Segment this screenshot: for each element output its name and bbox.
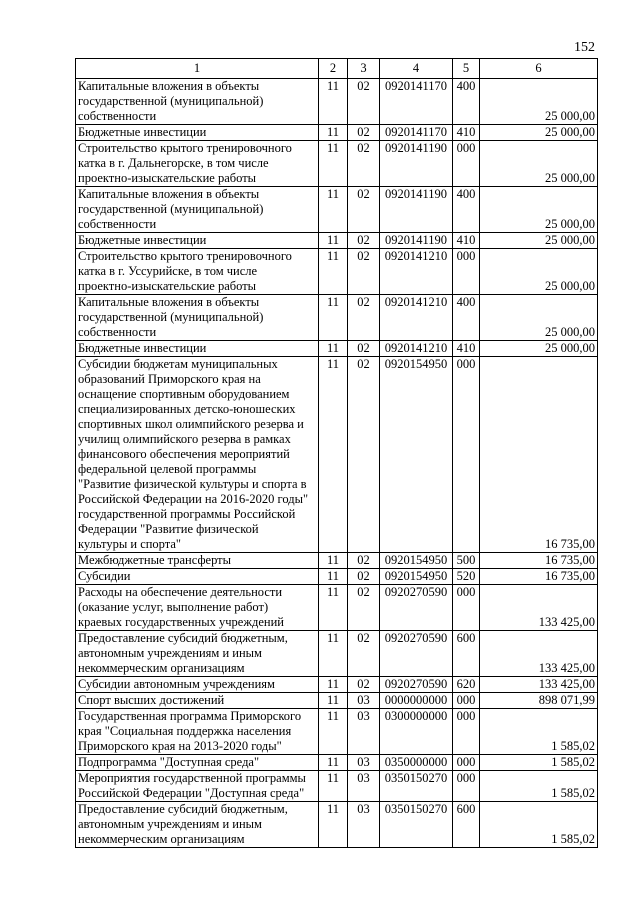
subsection-code-cell [348,341,380,357]
item-name: Предоставление субсидий бюджетным, автономным учреждениям и иным некоммерческим организациям [78,802,288,846]
section-code: 11 [326,553,340,567]
item-name: Капитальные вложения в объекты государственной (муниципальной) собственности [78,187,264,231]
item-name-cell [76,677,319,693]
expense-type-code: 400 [456,295,476,309]
amount: 25 000,00 [545,171,595,185]
target-article-code-cell [380,677,453,693]
item-name-cell [76,125,319,141]
table-row [76,631,598,677]
section-code: 11 [326,295,340,309]
target-article-code: 0300000000 [384,709,448,723]
section-code-cell [319,677,348,693]
expense-type-code: 000 [456,357,476,371]
item-name-cell [76,233,319,249]
target-article-code-cell [380,249,453,295]
section-code-cell [319,141,348,187]
subsection-code: 02 [357,357,370,371]
amount: 25 000,00 [545,109,595,123]
section-code-cell [319,802,348,848]
subsection-code: 02 [357,79,370,93]
amount: 25 000,00 [545,279,595,293]
table-row [76,141,598,187]
target-article-code: 0920270590 [384,677,448,691]
target-article-code-cell [380,709,453,755]
subsection-code: 02 [357,125,370,139]
item-name: Капитальные вложения в объекты государственной (муниципальной) собственности [78,79,264,123]
item-name-cell [76,141,319,187]
section-code-cell [319,357,348,553]
item-name: Субсидии [78,569,131,583]
subsection-code-cell [348,357,380,553]
table-row [76,249,598,295]
subsection-code-cell [348,553,380,569]
header-col-1: 1 [76,59,319,79]
amount: 1 585,02 [551,786,595,800]
subsection-code-cell [348,125,380,141]
amount: 25 000,00 [545,233,595,247]
subsection-code-cell [348,249,380,295]
expense-type-code: 000 [456,709,476,723]
item-name-cell [76,341,319,357]
item-name-cell [76,802,319,848]
expense-type-code-cell [453,79,480,125]
item-name-cell [76,771,319,802]
amount: 133 425,00 [538,677,595,691]
subsection-code: 02 [357,187,370,201]
target-article-code-cell [380,141,453,187]
subsection-code: 03 [357,709,370,723]
section-code: 11 [326,802,340,816]
table-row [76,802,598,848]
amount: 1 585,02 [551,755,595,769]
subsection-code: 02 [357,249,370,263]
amount: 25 000,00 [545,125,595,139]
expense-type-code: 600 [456,631,476,645]
expense-type-code-cell [453,677,480,693]
section-code: 11 [326,125,340,139]
expense-type-code-cell [453,569,480,585]
target-article-code: 0920141210 [384,341,448,355]
subsection-code: 03 [357,802,370,816]
amount: 1 585,02 [551,832,595,846]
target-article-code: 0350150270 [384,771,448,785]
expense-type-code: 000 [456,771,476,785]
subsection-code-cell [348,295,380,341]
subsection-code-cell [348,709,380,755]
section-code: 11 [326,693,340,707]
expense-type-code-cell [453,141,480,187]
amount-cell [480,141,598,187]
item-name: Строительство крытого тренировочного катка в г. Дальнегорске, в том числе проектно-изыскательские работы [78,141,292,185]
item-name-cell [76,357,319,553]
subsection-code: 02 [357,341,370,355]
subsection-code: 02 [357,295,370,309]
subsection-code: 02 [357,569,370,583]
expense-type-code: 520 [456,569,476,583]
amount-cell [480,233,598,249]
item-name-cell [76,709,319,755]
expense-type-code: 000 [456,249,476,263]
subsection-code: 02 [357,553,370,567]
item-name: Бюджетные инвестиции [78,341,207,355]
section-code-cell [319,295,348,341]
section-code-cell [319,709,348,755]
amount-cell [480,295,598,341]
table-row [76,693,598,709]
section-code: 11 [326,677,340,691]
target-article-code: 0920141190 [384,233,448,247]
amount: 133 425,00 [538,661,595,675]
amount-cell [480,187,598,233]
expense-type-code-cell [453,553,480,569]
section-code: 11 [326,585,340,599]
subsection-code-cell [348,631,380,677]
expense-type-code-cell [453,709,480,755]
section-code: 11 [326,569,340,583]
subsection-code-cell [348,79,380,125]
header-col-6: 6 [480,59,598,79]
item-name: Бюджетные инвестиции [78,125,207,139]
section-code-cell [319,341,348,357]
amount: 1 585,02 [551,739,595,753]
amount-cell [480,553,598,569]
section-code-cell [319,585,348,631]
expense-type-code: 620 [456,677,476,691]
expense-type-code: 400 [456,187,476,201]
item-name: Капитальные вложения в объекты государственной (муниципальной) собственности [78,295,264,339]
subsection-code: 03 [357,693,370,707]
table-header [76,59,598,79]
section-code: 11 [326,187,340,201]
item-name-cell [76,755,319,771]
expense-type-code: 410 [456,125,476,139]
subsection-code-cell [348,693,380,709]
amount-cell [480,341,598,357]
amount-cell [480,125,598,141]
subsection-code: 02 [357,233,370,247]
expense-type-code: 500 [456,553,476,567]
section-code-cell [319,569,348,585]
target-article-code: 0920270590 [384,631,448,645]
section-code: 11 [326,357,340,371]
subsection-code-cell [348,569,380,585]
expense-type-code: 600 [456,802,476,816]
section-code: 11 [326,249,340,263]
expense-type-code-cell [453,125,480,141]
target-article-code: 0920154950 [384,569,448,583]
subsection-code-cell [348,755,380,771]
amount: 16 735,00 [545,569,595,583]
target-article-code-cell [380,802,453,848]
target-article-code-cell [380,585,453,631]
expense-type-code-cell [453,187,480,233]
target-article-code-cell [380,631,453,677]
subsection-code: 02 [357,677,370,691]
table-row [76,295,598,341]
amount-cell [480,585,598,631]
subsection-code-cell [348,585,380,631]
table-row [76,341,598,357]
expense-type-code-cell [453,585,480,631]
expense-type-code: 400 [456,79,476,93]
amount-cell [480,357,598,553]
amount-cell [480,631,598,677]
amount: 25 000,00 [545,325,595,339]
amount: 898 071,99 [538,693,595,707]
header-col-2: 2 [319,59,348,79]
item-name: Субсидии бюджетам муниципальных образований Приморского края на оснащение спортивным оборудованием специализированных детско-юношеских спортивных школ олимпийского резерва и училищ олимпийского резерва в рамках финансового обеспечения мероприятий федеральной целевой программы "Развитие физической культуры и спорта в Российской Федерации на 2016-2020 годы" государственной программы Российской Федерации "Развитие физической культуры и спорта" [78,357,309,551]
table-row [76,233,598,249]
expense-type-code-cell [453,341,480,357]
expense-type-code: 000 [456,141,476,155]
expense-type-code: 000 [456,585,476,599]
section-code-cell [319,693,348,709]
table-row [76,585,598,631]
section-code: 11 [326,771,340,785]
target-article-code-cell [380,755,453,771]
target-article-code-cell [380,79,453,125]
item-name: Расходы на обеспечение деятельности (оказание услуг, выполнение работ) краевых государственных учреждений [78,585,284,629]
table-row [76,755,598,771]
amount-cell [480,693,598,709]
amount-cell [480,249,598,295]
expense-type-code: 000 [456,693,476,707]
item-name: Мероприятия государственной программы Российской Федерации "Доступная среда" [78,771,306,800]
amount: 16 735,00 [545,537,595,551]
expense-type-code-cell [453,771,480,802]
table-row [76,677,598,693]
section-code: 11 [326,233,340,247]
target-article-code: 0920141170 [384,79,448,93]
item-name-cell [76,631,319,677]
expense-type-code-cell [453,233,480,249]
target-article-code-cell [380,771,453,802]
target-article-code-cell [380,233,453,249]
item-name-cell [76,693,319,709]
amount-cell [480,677,598,693]
section-code-cell [319,187,348,233]
amount-cell [480,709,598,755]
table-row [76,709,598,755]
amount: 25 000,00 [545,217,595,231]
item-name-cell [76,585,319,631]
target-article-code: 0920141190 [384,141,448,155]
section-code: 11 [326,631,340,645]
amount: 133 425,00 [538,615,595,629]
expense-type-code-cell [453,755,480,771]
subsection-code-cell [348,771,380,802]
section-code-cell [319,125,348,141]
section-code-cell [319,631,348,677]
item-name: Строительство крытого тренировочного катка в г. Уссурийске, в том числе проектно-изыскательские работы [78,249,292,293]
item-name-cell [76,249,319,295]
section-code: 11 [326,709,340,723]
header-row [76,59,598,79]
expense-type-code-cell [453,631,480,677]
target-article-code-cell [380,357,453,553]
subsection-code-cell [348,802,380,848]
header-col-3: 3 [348,59,380,79]
expense-type-code-cell [453,249,480,295]
expense-type-code-cell [453,295,480,341]
subsection-code-cell [348,187,380,233]
item-name: Государственная программа Приморского края "Социальная поддержка населения Приморского края на 2013-2020 годы" [78,709,302,753]
amount-cell [480,802,598,848]
expense-type-code-cell [453,693,480,709]
budget-table [75,58,598,848]
section-code-cell [319,249,348,295]
subsection-code: 02 [357,585,370,599]
amount: 25 000,00 [545,341,595,355]
subsection-code: 02 [357,141,370,155]
target-article-code: 0920141210 [384,295,448,309]
target-article-code-cell [380,553,453,569]
target-article-code: 0350000000 [384,755,448,769]
target-article-code-cell [380,125,453,141]
table-body [76,79,598,848]
section-code: 11 [326,755,340,769]
expense-type-code-cell [453,802,480,848]
target-article-code-cell [380,693,453,709]
subsection-code: 03 [357,771,370,785]
target-article-code: 0920270590 [384,585,448,599]
section-code: 11 [326,341,340,355]
table-row [76,187,598,233]
table-row [76,569,598,585]
section-code-cell [319,79,348,125]
target-article-code-cell [380,187,453,233]
target-article-code: 0920141210 [384,249,448,263]
amount-cell [480,569,598,585]
section-code-cell [319,233,348,249]
section-code-cell [319,771,348,802]
target-article-code: 0920141170 [384,125,448,139]
subsection-code-cell [348,677,380,693]
target-article-code-cell [380,341,453,357]
target-article-code: 0920141190 [384,187,448,201]
table-row [76,553,598,569]
table-row [76,79,598,125]
target-article-code: 0920154950 [384,553,448,567]
expense-type-code: 410 [456,341,476,355]
amount: 16 735,00 [545,553,595,567]
item-name: Межбюджетные трансферты [78,553,232,567]
amount-cell [480,755,598,771]
target-article-code: 0350150270 [384,802,448,816]
item-name: Бюджетные инвестиции [78,233,207,247]
page-number: 152 [574,40,595,55]
item-name-cell [76,553,319,569]
item-name: Подпрограмма "Доступная среда" [78,755,260,769]
amount-cell [480,79,598,125]
expense-type-code: 410 [456,233,476,247]
subsection-code: 03 [357,755,370,769]
item-name-cell [76,79,319,125]
subsection-code: 02 [357,631,370,645]
header-col-5: 5 [453,59,480,79]
header-col-4: 4 [380,59,453,79]
amount-cell [480,771,598,802]
target-article-code-cell [380,295,453,341]
section-code-cell [319,553,348,569]
item-name: Спорт высших достижений [78,693,225,707]
table-row [76,125,598,141]
table-row [76,357,598,553]
section-code: 11 [326,141,340,155]
item-name-cell [76,569,319,585]
target-article-code: 0920154950 [384,357,448,371]
section-code: 11 [326,79,340,93]
item-name: Предоставление субсидий бюджетным, автономным учреждениям и иным некоммерческим организациям [78,631,288,675]
subsection-code-cell [348,141,380,187]
item-name-cell [76,187,319,233]
target-article-code: 0000000000 [384,693,448,707]
target-article-code-cell [380,569,453,585]
item-name-cell [76,295,319,341]
table-row [76,771,598,802]
subsection-code-cell [348,233,380,249]
section-code-cell [319,755,348,771]
item-name: Субсидии автономным учреждениям [78,677,275,691]
expense-type-code-cell [453,357,480,553]
expense-type-code: 000 [456,755,476,769]
